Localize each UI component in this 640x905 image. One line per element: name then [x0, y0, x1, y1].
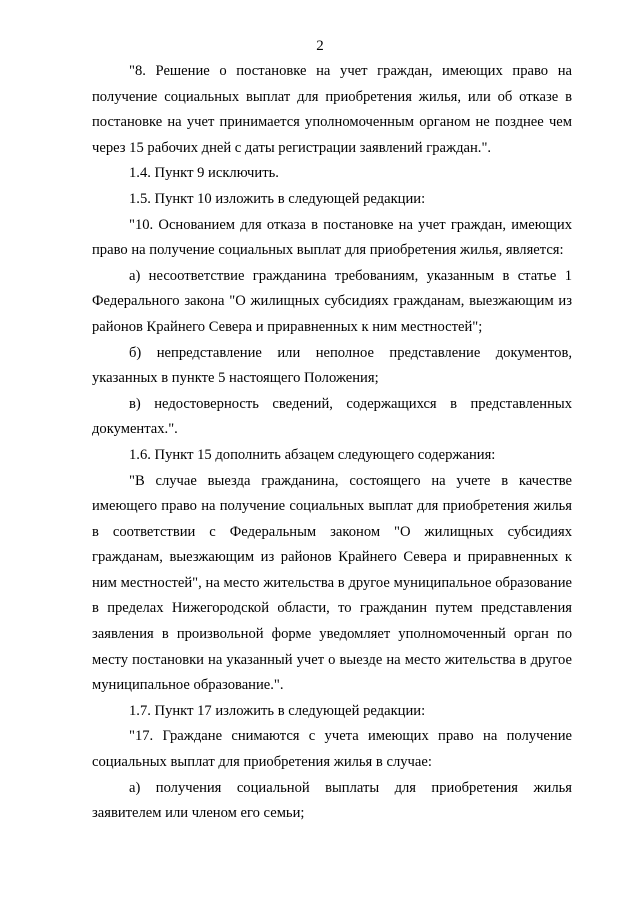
paragraph-1-5: 1.5. Пункт 10 изложить в следующей редакции:	[129, 190, 426, 207]
paragraph-subitem-b: б) непредставление или неполное представление документов, указанных в пункте 5 настоящего Положения;	[92, 344, 572, 387]
document-body	[92, 59, 572, 827]
paragraph-1-7: 1.7. Пункт 17 изложить в следующей редакции:	[129, 702, 426, 719]
paragraph-item-8-decision: "8. Решение о постановке на учет граждан, имеющих право на получение социальных выплат для приобретения жилья, или об отказе в постановке на учет принимается уполномоченным органом не позднее чем через 15 рабочих дней с даты регистрации заявлений граждан.".	[92, 63, 572, 156]
paragraph-subitem-v: в) недостоверность сведений, содержащихся в представленных документах.".	[92, 395, 572, 438]
paragraph-subitem-a: а) несоответствие гражданина требованиям, указанным в статье 1 Федерального закона "О жилищных субсидиях гражданам, выезжающим из районов Крайнего Севера и приравненных к ним местностей";	[92, 267, 572, 335]
page-number: 2	[316, 38, 324, 54]
paragraph-1-6: 1.6. Пункт 15 дополнить абзацем следующего содержания:	[129, 446, 496, 463]
paragraph-relocation: "В случае выезда гражданина, состоящего на учете в качестве имеющего право на получение социальных выплат для приобретения жилья в соответствии с Федеральным законом "О жилищных субсидиях гражданам, выезжающим из районов Крайнего Севера и приравненных к ним местностей", на место жительства в другое муниципальное образование в пределах Нижегородской области, то гражданин путем представления заявления в произвольной форме уведомляет уполномоченный орган по месту постановки на указанный учет о выезде на место жительства в другое муниципальное образование.".	[92, 472, 572, 694]
paragraph-item-17-subitem-a: а) получения социальной выплаты для приобретения жилья заявителем или членом его семьи;	[92, 779, 572, 822]
paragraph-1-4: 1.4. Пункт 9 исключить.	[129, 165, 279, 182]
paragraph-item-17: "17. Граждане снимаются с учета имеющих право на получение социальных выплат для приобретения жилья в случае:	[92, 728, 572, 771]
paragraph-item-10-grounds: "10. Основанием для отказа в постановке на учет граждан, имеющих право на получение социальных выплат для приобретения жилья, является:	[92, 216, 572, 259]
